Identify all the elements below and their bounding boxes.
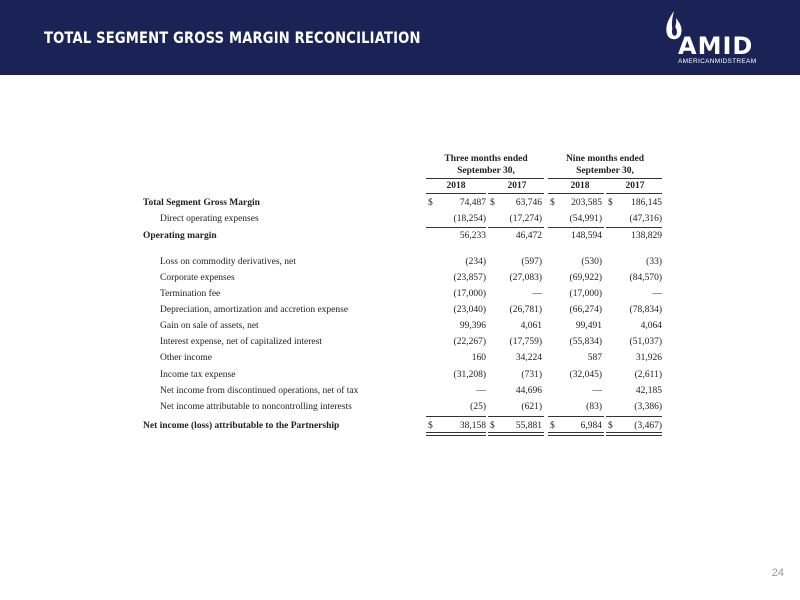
header-rule	[548, 178, 662, 179]
row-label: Net income from discontinued operations, net of tax	[160, 386, 359, 396]
table-cell: 186,145	[631, 198, 662, 208]
column-group-header: September 30,	[576, 166, 634, 176]
total-double-rule	[426, 432, 486, 436]
table-cell: (530)	[581, 257, 602, 267]
table-cell: (2,611)	[634, 370, 662, 380]
total-double-rule	[606, 432, 662, 436]
dollar-sign: $	[428, 198, 433, 208]
column-group-header: September 30,	[457, 166, 515, 176]
table-cell: (22,267)	[453, 337, 486, 347]
total-double-rule	[488, 432, 544, 436]
table-cell: (47,316)	[629, 214, 662, 224]
subtotal-rule	[488, 227, 544, 228]
subtotal-rule	[548, 227, 604, 228]
table-cell: 38,158	[459, 421, 486, 431]
page-number: 24	[771, 567, 784, 579]
table-cell: (26,781)	[509, 305, 542, 315]
table-cell: 160	[471, 353, 486, 363]
year-rule	[488, 193, 544, 194]
table-cell: (23,040)	[453, 305, 486, 315]
table-cell: (234)	[465, 257, 486, 267]
year-header: 2017	[507, 181, 527, 191]
row-label: Net income attributable to noncontrolling interests	[160, 402, 352, 412]
row-label: Income tax expense	[160, 370, 236, 380]
year-header: 2017	[625, 181, 645, 191]
row-label: Loss on commodity derivatives, net	[160, 257, 296, 267]
table-cell: 74,487	[459, 198, 486, 208]
table-cell: (69,922)	[569, 273, 602, 283]
subtotal-rule	[548, 416, 604, 417]
row-label: Termination fee	[160, 289, 221, 299]
column-group-header: Nine months ended	[565, 154, 645, 164]
total-double-rule	[548, 432, 604, 436]
table-cell: (25)	[470, 402, 486, 412]
table-cell: (17,000)	[569, 289, 602, 299]
row-label: Direct operating expenses	[160, 214, 259, 224]
table-cell: 148,594	[571, 231, 602, 241]
table-cell: (27,083)	[509, 273, 542, 283]
table-cell: 56,233	[459, 231, 486, 241]
table-cell: (54,991)	[569, 214, 602, 224]
table-cell: —	[476, 386, 486, 396]
subtotal-rule	[606, 416, 662, 417]
table-cell: (78,834)	[629, 305, 662, 315]
table-cell: —	[592, 386, 602, 396]
table-cell: 46,472	[515, 231, 542, 241]
table-cell: —	[532, 289, 542, 299]
subtotal-rule	[606, 227, 662, 228]
table-cell: (17,274)	[509, 214, 542, 224]
table-cell: —	[652, 289, 662, 299]
logo-subtext: AMERICANMIDSTREAM	[678, 58, 757, 65]
table-cell: 6,984	[580, 421, 602, 431]
table-cell: (51,037)	[629, 337, 662, 347]
table-cell: (3,386)	[634, 402, 662, 412]
table-cell: 42,185	[635, 386, 662, 396]
table-cell: 4,064	[640, 321, 662, 331]
table-cell: 34,224	[515, 353, 542, 363]
table-cell: 44,696	[515, 386, 542, 396]
row-label: Gain on sale of assets, net	[160, 321, 259, 331]
table-cell: (18,254)	[453, 214, 486, 224]
year-rule	[606, 193, 662, 194]
row-label: Other income	[160, 353, 212, 363]
row-label: Total Segment Gross Margin	[143, 198, 260, 208]
table-cell: (83)	[586, 402, 602, 412]
table-cell: 99,396	[459, 321, 486, 331]
table-cell: (17,759)	[509, 337, 542, 347]
table-cell: 55,881	[515, 421, 542, 431]
table-cell: (32,045)	[569, 370, 602, 380]
table-cell: (23,857)	[453, 273, 486, 283]
table-cell: 4,061	[520, 321, 542, 331]
subtotal-rule	[426, 227, 486, 228]
column-group-header: Three months ended	[444, 154, 528, 164]
row-label: Interest expense, net of capitalized interest	[160, 337, 322, 347]
table-cell: (84,570)	[629, 273, 662, 283]
dollar-sign: $	[428, 421, 433, 431]
row-label: Operating margin	[143, 231, 217, 241]
slide-title: TOTAL SEGMENT GROSS MARGIN RECONCILIATION	[44, 28, 421, 47]
dollar-sign: $	[608, 198, 613, 208]
table-cell: 138,829	[631, 231, 662, 241]
row-label: Corporate expenses	[160, 273, 235, 283]
table-cell: (621)	[521, 402, 542, 412]
table-cell: 31,926	[635, 353, 662, 363]
table-cell: (731)	[521, 370, 542, 380]
logo-text: AMID	[678, 32, 754, 60]
table-cell: (66,274)	[569, 305, 602, 315]
table-cell: (55,834)	[569, 337, 602, 347]
table-cell: 63,746	[515, 198, 542, 208]
year-rule	[548, 193, 604, 194]
dollar-sign: $	[490, 198, 495, 208]
row-label: Net income (loss) attributable to the Partnership	[143, 421, 340, 431]
table-cell: (17,000)	[453, 289, 486, 299]
table-cell: (33)	[646, 257, 662, 267]
dollar-sign: $	[608, 421, 613, 431]
dollar-sign: $	[490, 421, 495, 431]
row-label: Depreciation, amortization and accretion expense	[160, 305, 349, 315]
subtotal-rule	[426, 416, 486, 417]
year-header: 2018	[570, 181, 590, 191]
table-cell: 587	[587, 353, 602, 363]
table-cell: (597)	[521, 257, 542, 267]
table-cell: 99,491	[575, 321, 602, 331]
subtotal-rule	[488, 416, 544, 417]
dollar-sign: $	[550, 421, 555, 431]
header-rule	[426, 178, 544, 179]
year-rule	[426, 193, 486, 194]
year-header: 2018	[446, 181, 466, 191]
dollar-sign: $	[550, 198, 555, 208]
table-cell: 203,585	[571, 198, 602, 208]
table-cell: (31,208)	[453, 370, 486, 380]
table-cell: (3,467)	[634, 421, 662, 431]
